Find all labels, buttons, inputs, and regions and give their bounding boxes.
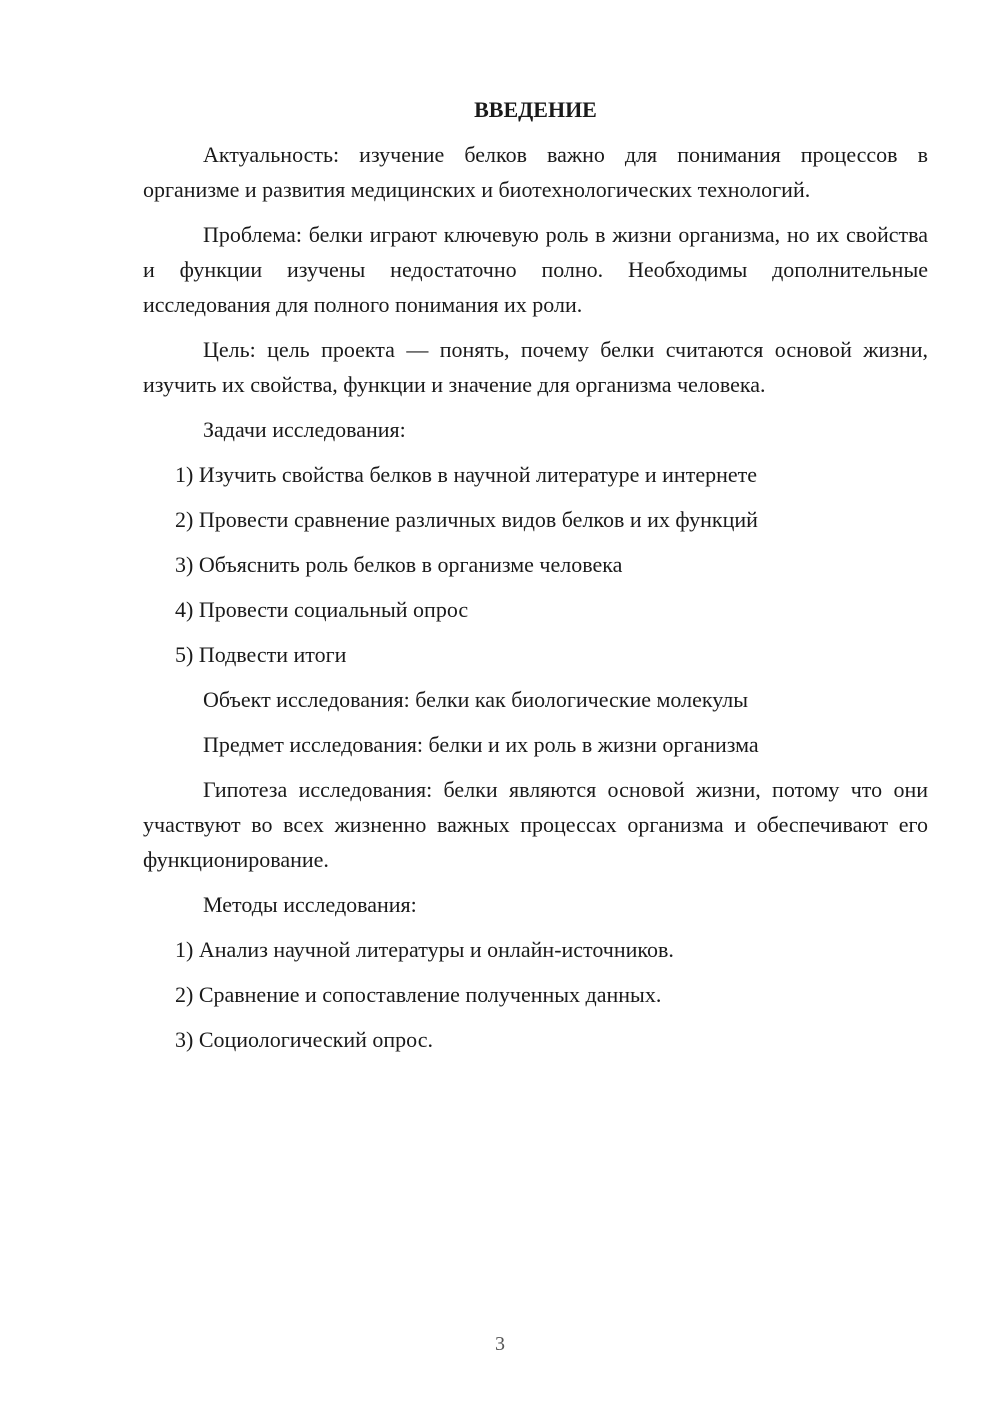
method-item: 2) Сравнение и сопоставление полученных данных. <box>175 982 662 1007</box>
subject-paragraph: Предмет исследования: белки и их роль в жизни организма <box>203 732 759 757</box>
task-item: 5) Подвести итоги <box>175 642 347 667</box>
task-item: 1) Изучить свойства белков в научной литературе и интернете <box>175 462 758 487</box>
page-number: 3 <box>495 1333 505 1355</box>
tasks-heading: Задачи исследования: <box>203 417 406 442</box>
tasks-list <box>143 457 928 672</box>
task-item: 3) Объяснить роль белков в организме человека <box>175 552 623 577</box>
object-paragraph: Объект исследования: белки как биологические молекулы <box>203 687 749 712</box>
goal-paragraph: Цель: цель проекта — понять, почему белки считаются основой жизни, изучить их свойства, функции и значение для организма человека. <box>143 337 928 397</box>
task-item: 2) Провести сравнение различных видов белков и их функций <box>175 507 758 532</box>
hypothesis-paragraph: Гипотеза исследования: белки являются основой жизни, потому что они участвуют во всех жизненно важных процессах организма и обеспечивают его функционирование. <box>143 777 928 872</box>
method-item: 3) Социологический опрос. <box>175 1027 433 1052</box>
problem-paragraph: Проблема: белки играют ключевую роль в жизни организма, но их свойства и функции изучены недостаточно полно. Необходимы дополнительные исследования для полного понимания их роли. <box>143 222 928 317</box>
relevance-paragraph: Актуальность: изучение белков важно для понимания процессов в организме и развития медицинских и биотехнологических технологий. <box>143 142 928 202</box>
page-title: ВВЕДЕНИЕ <box>474 97 597 122</box>
task-item: 4) Провести социальный опрос <box>175 597 469 622</box>
methods-heading: Методы исследования: <box>203 892 417 917</box>
methods-list <box>143 932 928 1057</box>
page-content <box>143 92 928 1067</box>
method-item: 1) Анализ научной литературы и онлайн-источников. <box>175 937 674 962</box>
